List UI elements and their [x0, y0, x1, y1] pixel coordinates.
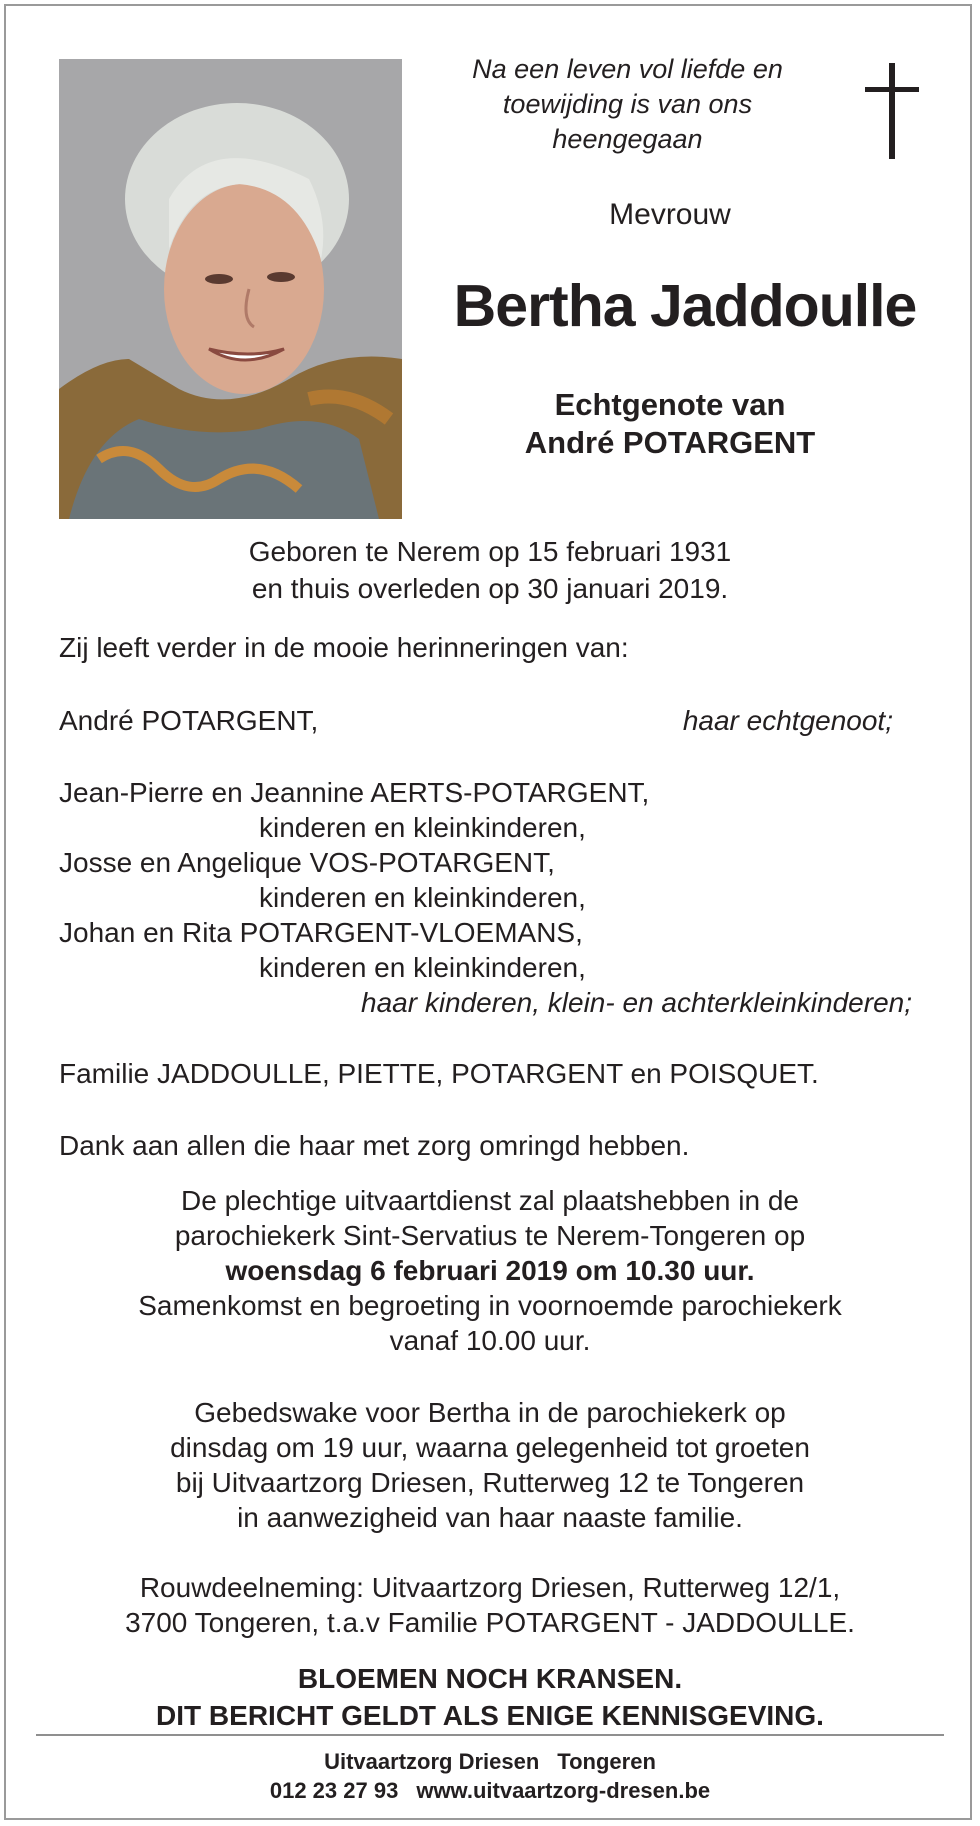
funeral-line: vanaf 10.00 uur. — [389, 1325, 591, 1356]
cross-icon — [862, 63, 922, 159]
date-line: en thuis overleden op 30 januari 2019. — [251, 573, 729, 604]
funeral-service — [0, 1183, 980, 1358]
closing-notice — [0, 1660, 980, 1734]
birth-death-dates — [0, 533, 980, 607]
condolence-address — [0, 1570, 980, 1640]
footer-divider — [36, 1734, 944, 1736]
vigil-info — [0, 1395, 980, 1535]
vigil-line: bij Uitvaartzorg Driesen, Rutterweg 12 te Tongeren — [175, 1467, 805, 1498]
footer-company: Uitvaartzorg Driesen — [324, 1749, 540, 1774]
salutation: Mevrouw — [609, 198, 731, 231]
footer-website-link[interactable]: www.uitvaartzorg-dresen.be — [416, 1778, 711, 1803]
footer-phone[interactable]: 012 23 27 93 — [269, 1778, 399, 1803]
extended-family: Familie JADDOULLE, PIETTE, POTARGENT en POISQUET. — [59, 1058, 819, 1089]
spouse-line: Echtgenote van — [554, 387, 786, 422]
intro-line: toewijding is van ons — [502, 89, 753, 119]
family-intro: Zij leeft verder in de mooie herinneringen van: — [59, 632, 629, 663]
footer-city: Tongeren — [557, 1749, 656, 1774]
child-sub: kinderen en kleinkinderen, — [259, 952, 586, 983]
vigil-line: Gebedswake voor Bertha in de parochiekerk op — [194, 1397, 786, 1428]
children-role: haar kinderen, klein- en achterkleinkinderen; — [361, 987, 912, 1018]
child-sub: kinderen en kleinkinderen, — [259, 882, 586, 913]
funeral-date: woensdag 6 februari 2019 om 10.30 uur. — [225, 1255, 755, 1286]
child-sub: kinderen en kleinkinderen, — [259, 812, 586, 843]
child-name: Johan en Rita POTARGENT-VLOEMANS, — [59, 917, 583, 948]
portrait-photo — [59, 59, 402, 519]
child-name: Josse en Angelique VOS-POTARGENT, — [59, 847, 555, 878]
child-name: Jean-Pierre en Jeannine AERTS-POTARGENT, — [59, 777, 650, 808]
spouse-info — [420, 386, 920, 462]
closing-line: BLOEMEN NOCH KRANSEN. — [297, 1663, 683, 1694]
spouse-line: André POTARGENT — [524, 425, 816, 460]
thanks-text: Dank aan allen die haar met zorg omringd hebben. — [59, 1130, 690, 1161]
vigil-line: in aanwezigheid van haar naaste familie. — [237, 1502, 743, 1533]
intro-text — [420, 52, 835, 157]
condolence-line: 3700 Tongeren, t.a.v Familie POTARGENT - JADDOULLE. — [125, 1607, 855, 1638]
funeral-line: Samenkomst en begroeting in voornoemde parochiekerk — [138, 1290, 842, 1321]
vigil-line: dinsdag om 19 uur, waarna gelegenheid tot groeten — [170, 1432, 810, 1463]
intro-line: Na een leven vol liefde en — [472, 54, 783, 84]
footer — [0, 1747, 980, 1805]
condolence-line: Rouwdeelneming: Uitvaartzorg Driesen, Rutterweg 12/1, — [139, 1572, 841, 1603]
date-line: Geboren te Nerem op 15 februari 1931 — [248, 536, 732, 567]
closing-line: DIT BERICHT GELDT ALS ENIGE KENNISGEVING. — [156, 1700, 824, 1731]
husband-name: André POTARGENT, — [59, 705, 319, 736]
husband-role: haar echtgenoot; — [682, 705, 893, 736]
deceased-name: Bertha Jaddoulle — [453, 273, 917, 339]
funeral-line: parochiekerk Sint-Servatius te Nerem-Tongeren op — [174, 1220, 806, 1251]
funeral-line: De plechtige uitvaartdienst zal plaatshebben in de — [181, 1185, 799, 1216]
intro-line: heengegaan — [552, 124, 703, 154]
